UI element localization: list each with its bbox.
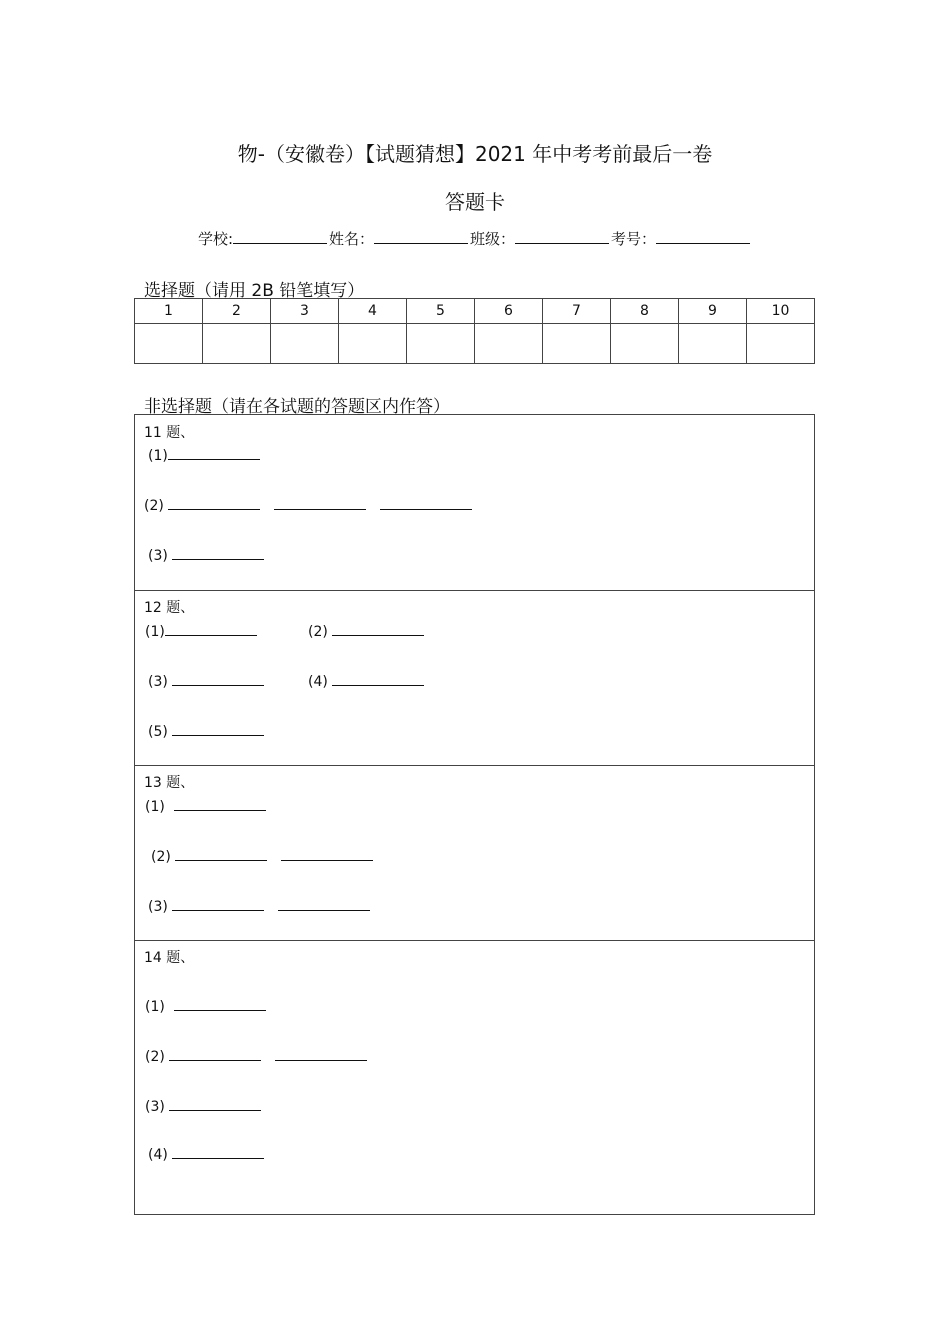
- mc-answer-cell[interactable]: [475, 324, 543, 364]
- answer-blank[interactable]: [172, 546, 264, 560]
- mc-col-header: 3: [271, 299, 339, 324]
- page-title: 物-（安徽卷）【试题猜想】2021 年中考考前最后一卷: [237, 142, 713, 166]
- mc-answer-cell[interactable]: [747, 324, 815, 364]
- free-section-label: 非选择题（请在各试题的答题区内作答）: [144, 397, 450, 417]
- answer-blank[interactable]: [168, 496, 260, 510]
- q11-answer-1: (1): [148, 446, 260, 464]
- question-13-title: 13 题、: [144, 775, 195, 791]
- q13-answer-3: (3): [148, 897, 370, 915]
- mc-answer-cell[interactable]: [271, 324, 339, 364]
- answer-blank[interactable]: [174, 997, 266, 1011]
- answer-blank[interactable]: [165, 622, 257, 636]
- mc-header-row: [135, 299, 815, 324]
- answer-blank[interactable]: [172, 1145, 264, 1159]
- name-label: 姓名：: [329, 230, 375, 248]
- q12-answer-2: (2): [308, 622, 424, 640]
- mc-col-header: 6: [475, 299, 543, 324]
- q12-answer-4: (4): [308, 672, 424, 690]
- q12-answer-1: (1): [145, 622, 257, 640]
- mc-col-header: 5: [407, 299, 475, 324]
- question-14-box: [134, 940, 815, 1215]
- mc-answer-row: [135, 324, 815, 364]
- mc-answer-cell[interactable]: [407, 324, 475, 364]
- answer-blank[interactable]: [275, 1047, 367, 1061]
- q12-answer-5: (5): [148, 722, 264, 740]
- question-11-title: 11 题、: [144, 425, 195, 441]
- mc-answer-cell[interactable]: [203, 324, 271, 364]
- answer-blank[interactable]: [172, 897, 264, 911]
- number-label: 考号：: [611, 230, 657, 248]
- q12-answer-3: (3): [148, 672, 264, 690]
- mc-answer-cell[interactable]: [135, 324, 203, 364]
- mc-col-header: 10: [747, 299, 815, 324]
- mc-answer-cell[interactable]: [611, 324, 679, 364]
- answer-blank[interactable]: [172, 672, 264, 686]
- school-label: 学校:: [197, 230, 233, 248]
- question-14-title: 14 题、: [144, 950, 195, 966]
- answer-blank[interactable]: [274, 496, 366, 510]
- mc-col-header: 4: [339, 299, 407, 324]
- question-11-box: [134, 414, 815, 591]
- school-blank[interactable]: [233, 229, 327, 244]
- mc-col-header: 2: [203, 299, 271, 324]
- q13-answer-2: (2): [151, 847, 373, 865]
- answer-blank[interactable]: [169, 1097, 261, 1111]
- mc-section-label: 选择题（请用 2B 铅笔填写）: [144, 281, 365, 301]
- mc-col-header: 9: [679, 299, 747, 324]
- answer-blank[interactable]: [175, 847, 267, 861]
- q14-answer-4: (4): [148, 1145, 264, 1163]
- mc-col-header: 7: [543, 299, 611, 324]
- mc-col-header: 8: [611, 299, 679, 324]
- mc-answer-cell[interactable]: [679, 324, 747, 364]
- answer-blank[interactable]: [174, 797, 266, 811]
- question-12-title: 12 题、: [144, 600, 195, 616]
- mc-col-header: 1: [135, 299, 203, 324]
- page-subtitle: 答题卡: [445, 190, 505, 214]
- class-blank[interactable]: [515, 229, 609, 244]
- q13-answer-1: (1): [145, 797, 266, 815]
- answer-blank[interactable]: [332, 672, 424, 686]
- answer-blank[interactable]: [169, 1047, 261, 1061]
- mc-answer-table: [134, 298, 815, 364]
- answer-blank[interactable]: [380, 496, 472, 510]
- answer-blank[interactable]: [172, 722, 264, 736]
- q14-answer-2: (2): [145, 1047, 367, 1065]
- answer-blank[interactable]: [168, 446, 260, 460]
- mc-answer-cell[interactable]: [543, 324, 611, 364]
- answer-blank[interactable]: [278, 897, 370, 911]
- class-label: 班级：: [470, 230, 516, 248]
- number-blank[interactable]: [656, 229, 750, 244]
- q11-answer-3: (3): [148, 546, 264, 564]
- name-blank[interactable]: [374, 229, 468, 244]
- question-13-box: [134, 765, 815, 941]
- mc-answer-cell[interactable]: [339, 324, 407, 364]
- q14-answer-1: (1): [145, 997, 266, 1015]
- q14-answer-3: (3): [145, 1097, 261, 1115]
- question-12-box: [134, 590, 815, 766]
- q11-answer-2: (2): [144, 496, 472, 514]
- student-info-row: [0, 228, 950, 249]
- answer-blank[interactable]: [332, 622, 424, 636]
- answer-blank[interactable]: [281, 847, 373, 861]
